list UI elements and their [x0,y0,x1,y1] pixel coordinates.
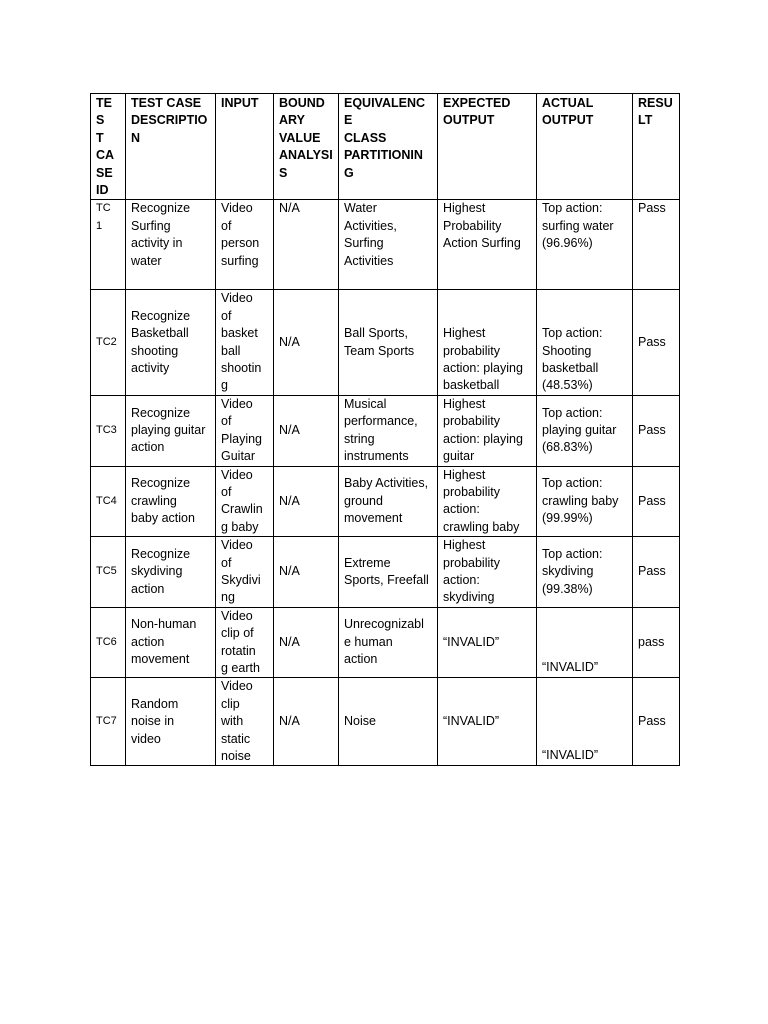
equivalence-class: Ball Sports, Team Sports [339,290,438,395]
result: Pass [633,678,680,766]
table-row [91,678,680,766]
test-case-description: Random noise in video [126,678,216,766]
header-result: RESU LT [633,94,680,200]
expected-output: Highest probability action: skydiving [438,537,537,608]
test-case-id: TC7 [91,678,126,766]
test-case-table [90,93,680,766]
actual-output: Top action: surfing water (96.96%) [537,200,633,290]
actual-output: “INVALID” [537,678,633,766]
actual-output: Top action: playing guitar (68.83%) [537,395,633,466]
test-case-description: Non-human action movement [126,607,216,678]
boundary-value: N/A [274,678,339,766]
result: Pass [633,395,680,466]
expected-output: “INVALID” [438,607,537,678]
boundary-value: N/A [274,466,339,537]
expected-output: “INVALID” [438,678,537,766]
test-case-id: TC3 [91,395,126,466]
test-case-input: Video of Crawlin g baby [216,466,274,537]
table-row [91,466,680,537]
header-test-case-id: TES T CA SE ID [91,94,126,200]
actual-output: Top action: skydiving (99.38%) [537,537,633,608]
header-expected-output: EXPECTED OUTPUT [438,94,537,200]
table-row [91,290,680,395]
table-row [91,200,680,290]
result: Pass [633,290,680,395]
test-case-input: Video clip with static noise [216,678,274,766]
equivalence-class: Noise [339,678,438,766]
result: Pass [633,537,680,608]
expected-output: Highest Probability Action Surfing [438,200,537,290]
actual-output: Top action: crawling baby (99.99%) [537,466,633,537]
result: Pass [633,466,680,537]
equivalence-class: Musical performance, string instruments [339,395,438,466]
boundary-value: N/A [274,607,339,678]
equivalence-class: Extreme Sports, Freefall [339,537,438,608]
test-case-description: Recognize playing guitar action [126,395,216,466]
equivalence-class: Water Activities, Surfing Activities [339,200,438,290]
test-case-input: Video of Skydivi ng [216,537,274,608]
test-case-description: Recognize Basketball shooting activity [126,290,216,395]
table-row [91,607,680,678]
expected-output: Highest probability action: crawling baby [438,466,537,537]
actual-output: “INVALID” [537,607,633,678]
header-equivalence-class-partitioning: EQUIVALENCE CLASS PARTITIONING [339,94,438,200]
test-case-id: TC2 [91,290,126,395]
equivalence-class: Baby Activities, ground movement [339,466,438,537]
expected-output: Highest probability action: playing basketball [438,290,537,395]
test-case-id: TC6 [91,607,126,678]
test-case-id: TC5 [91,537,126,608]
boundary-value: N/A [274,537,339,608]
boundary-value: N/A [274,395,339,466]
test-case-input: Video of basket ball shootin g [216,290,274,395]
test-case-id: TC 1 [91,200,126,290]
header-boundary-value-analysis: BOUND ARY VALUE ANALYSI S [274,94,339,200]
boundary-value: N/A [274,200,339,290]
header-actual-output: ACTUAL OUTPUT [537,94,633,200]
equivalence-class: Unrecognizabl e human action [339,607,438,678]
table-row [91,537,680,608]
test-case-description: Recognize Surfing activity in water [126,200,216,290]
header-row [91,94,680,200]
actual-output: Top action: Shooting basketball (48.53%) [537,290,633,395]
test-case-description: Recognize skydiving action [126,537,216,608]
table-row [91,395,680,466]
header-input: INPUT [216,94,274,200]
boundary-value: N/A [274,290,339,395]
test-case-input: Video of person surfing [216,200,274,290]
result: Pass [633,200,680,290]
result: pass [633,607,680,678]
test-case-id: TC4 [91,466,126,537]
expected-output: Highest probability action: playing guitar [438,395,537,466]
test-case-input: Video clip of rotatin g earth [216,607,274,678]
test-case-input: Video of Playing Guitar [216,395,274,466]
test-case-description: Recognize crawling baby action [126,466,216,537]
header-description: TEST CASE DESCRIPTION [126,94,216,200]
